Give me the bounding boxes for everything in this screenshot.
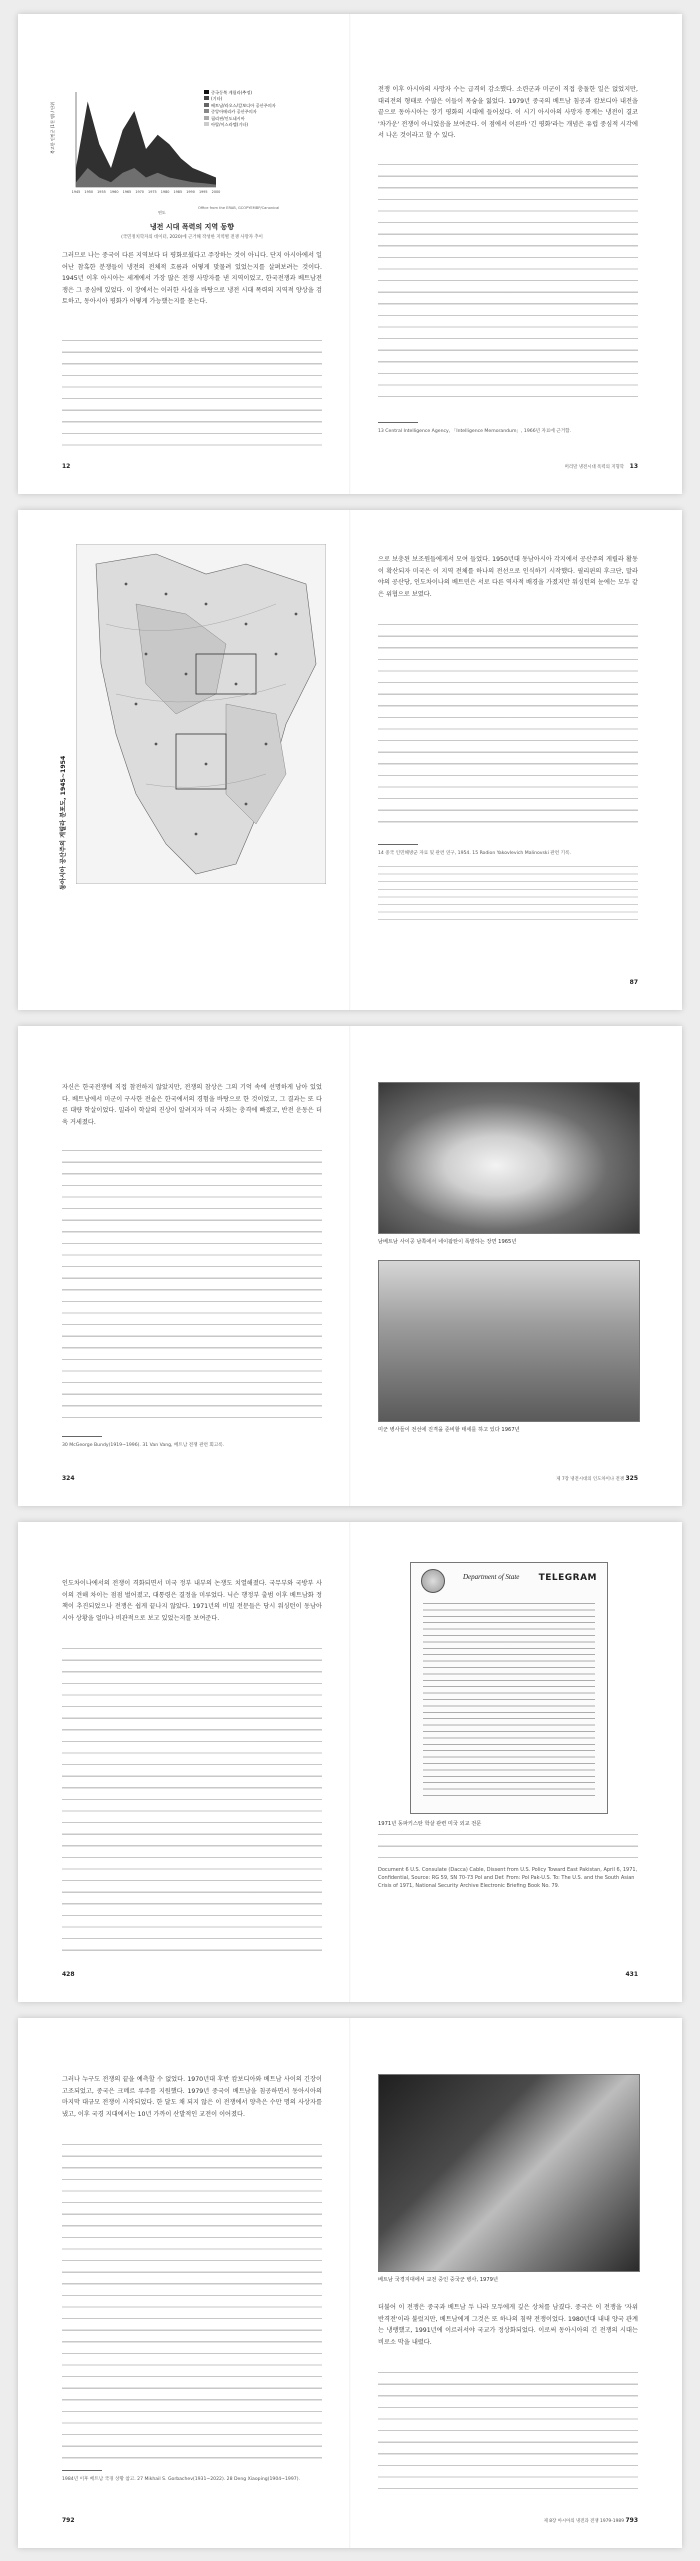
running-head: 제 7장 냉전시대의 인도차이나 전쟁 bbox=[556, 1477, 624, 1482]
page-number: 324 bbox=[62, 1475, 75, 1482]
page-325 bbox=[350, 1026, 682, 1506]
page-number: 325 bbox=[625, 1475, 638, 1482]
x-tick-label: 2000 bbox=[211, 190, 221, 194]
photo-caption: 미군 병사들이 전선에 진격을 준비할 태세를 하고 있다 1967년 bbox=[378, 1427, 520, 1433]
legend-item: (기타) bbox=[204, 96, 322, 102]
text-lines bbox=[62, 1150, 322, 1426]
soldier-photo bbox=[378, 2074, 640, 2272]
body-text: 더불어 이 전쟁은 중국과 베트남 두 나라 모두에게 깊은 상처를 남겼다. 중국은 이 전쟁을 '자위 반격전'이라 불렀지만, 베트남에게 그것은 또 하나의 침략 전쟁이었다. 1980년대 내내 양국 관계는 냉랭했고, 1991년에 이르러서야 국교가 정상화되었다. 이로써 동아시아의 긴 전쟁의 시대는 비로소 막을 내렸다. bbox=[378, 2304, 638, 2346]
x-tick-label: 1955 bbox=[97, 190, 106, 194]
section-title: 냉전 시대 폭력의 지역 동향 bbox=[149, 223, 235, 231]
footnote: 30 McGeorge Bundy(1919~1996). 31 Van Vang, 베트남 전쟁 관련 회고록. bbox=[62, 1443, 225, 1448]
page-428 bbox=[18, 1522, 350, 2002]
section-subtitle: (국민정치학자의 데이터, 2020)에 근거해 작성한 지역별 전쟁 사망자 추이 bbox=[121, 235, 263, 240]
napalm-photo bbox=[378, 1082, 640, 1234]
x-tick-label: 1965 bbox=[122, 190, 132, 194]
footnote-rule bbox=[378, 844, 418, 845]
running-head: 제 8장 아시아의 냉전과 전쟁 1979-1989 bbox=[543, 2519, 624, 2524]
spread-2 bbox=[18, 510, 682, 1010]
document-caption: 1971년 동파키스탄 학살 관련 미국 외교 전문 bbox=[378, 1821, 482, 1827]
body-text: 그러므로 나는 중국이 다른 지역보다 더 평화로웠다고 주장하는 것이 아니다. 단지 아시아에서 일어난 참혹한 분쟁들이 냉전의 전체적 흐름과 어떻게 맞물려 있었는지를 살펴보려는 것이다. 1945년 이후 아시아는 세계에서 가장 많은 전쟁 사망자를 낸 지역이었고, 한국전쟁과 베트남전쟁은 그 중심에 있었다. 이 장에서는 이러한 사실을 바탕으로 냉전 시대 폭력의 지역적 양상을 검토하고, 동아시아 평화가 어떻게 가능했는지를 묻는다. bbox=[62, 252, 322, 306]
spread-3 bbox=[18, 1026, 682, 1506]
soldiers-photo bbox=[378, 1260, 640, 1422]
x-tick-label: 1960 bbox=[109, 190, 119, 194]
legend-item: 아랍/이스라엘(기타) bbox=[204, 122, 322, 128]
running-head: 머리말 냉전시대 폭력의 지형학 bbox=[564, 465, 624, 470]
telegram-title: TELEGRAM bbox=[538, 1573, 597, 1583]
photo-caption: 베트남 국경지대에서 교전 중인 중국군 병사, 1979년 bbox=[378, 2277, 498, 2283]
x-tick-label: 1945 bbox=[71, 190, 81, 194]
legend-item: 중앙아메리카 공산주의자 bbox=[204, 109, 322, 115]
page-number: 792 bbox=[62, 2517, 75, 2524]
page-number: 13 bbox=[629, 463, 638, 470]
telegram-body bbox=[423, 1603, 595, 1799]
source-note: Document 6 U.S. Consulate (Dacca) Cable, Dissent from U.S. Policy Toward East Pakistan, April 6, 1971, Confidential, Source: RG 59, SN 70-73 Pol and Def. From: Pol Pak-U.S. To: The U.S. and the South Asian Crisis of 1971, National Security Archive Electronic Briefing Book No. 79. bbox=[378, 1867, 638, 1889]
text-lines bbox=[378, 1834, 638, 1858]
x-tick-label: 1985 bbox=[173, 190, 183, 194]
x-tick-label: 1980 bbox=[160, 190, 170, 194]
body-text: 인도차이나에서의 전쟁이 격화되면서 미국 정부 내부의 논쟁도 치열해졌다. 국무부와 국방부 사이의 견해 차이는 점점 벌어졌고, 대통령은 결정을 미루었다. 닉슨 행정부 출범 이후 베트남화 정책이 추진되었으나 전쟁은 쉽게 끝나지 않았다. 1971년의 비밀 전문들은 당시 워싱턴이 동남아시아 상황을 얼마나 비관적으로 보고 있었는지를 보여준다. bbox=[62, 1580, 322, 1622]
page-number: 428 bbox=[62, 1971, 75, 1978]
text-lines bbox=[378, 2372, 638, 2492]
footnote: 14 중국 인민해방군 자료 및 관련 연구, 1954. 15 Rodion Yakovlevich Malinovski 관련 기록. bbox=[378, 851, 571, 856]
chart-legend bbox=[204, 90, 322, 128]
footnote-rule bbox=[62, 1436, 102, 1437]
page-324 bbox=[18, 1026, 350, 1506]
legend-item: 베트남/라오스/캄보디아 공산주의자 bbox=[204, 103, 322, 109]
footnote-rule bbox=[62, 2470, 102, 2471]
spread-1 bbox=[18, 14, 682, 494]
footnote-rule bbox=[378, 422, 418, 423]
spread-4 bbox=[18, 1522, 682, 2002]
spread-5 bbox=[18, 2018, 682, 2548]
body-text: 자신은 한국전쟁에 직접 참전하지 않았지만, 전쟁의 참상은 그의 기억 속에 선명하게 남아 있었다. 베트남에서 미군이 구사한 전술은 한국에서의 경험을 바탕으로 한 것이었고, 그 결과는 또 다른 대량 학살이었다. 밀라이 학살의 진상이 알려지자 미국 사회는 충격에 빠졌고, 반전 운동은 더욱 거세졌다. bbox=[62, 1084, 322, 1126]
text-lines bbox=[378, 624, 638, 824]
legend-item: 필리핀/인도네시아 bbox=[204, 116, 322, 122]
chart-ylabel: 북고한 인민군 (1천 명) / 단위 bbox=[50, 101, 55, 154]
page-13 bbox=[350, 14, 682, 494]
text-lines bbox=[378, 164, 638, 404]
page-number: 12 bbox=[62, 463, 71, 470]
text-lines bbox=[62, 1648, 322, 1952]
body-text: 으로 보충된 보조원들에게서 모여 들었다. 1950년대 동남아시아 각지에서 공산주의 게릴라 활동이 확산되자 미국은 이 지역 전체를 하나의 전선으로 인식하기 시작했다. 필리핀의 후크단, 말라야의 공산당, 인도차이나의 베트민은 서로 다른 역사적 배경을 가졌지만 워싱턴의 눈에는 모두 같은 위협으로 보였다. bbox=[378, 556, 638, 598]
telegram-document bbox=[410, 1562, 608, 1814]
footnote: 13 Central Intelligence Agency, 「Intelligence Memorandum」, 1966년 자료에 근거함. bbox=[378, 429, 572, 434]
chart-xlabel: 연도 bbox=[158, 210, 166, 215]
page-792 bbox=[18, 2018, 350, 2548]
page-431 bbox=[350, 1522, 682, 2002]
page-number: 87 bbox=[629, 979, 638, 986]
x-tick-label: 1970 bbox=[135, 190, 144, 194]
x-tick-label: 1990 bbox=[186, 190, 195, 194]
page-86 bbox=[18, 510, 350, 1010]
body-text: 그러나 누구도 전쟁의 끝을 예측할 수 없었다. 1970년대 후반 캄보디아와 베트남 사이의 긴장이 고조되었고, 중국은 크메르 루주를 지원했다. 1979년 중국이 베트남을 침공하면서 동아시아의 마지막 대규모 전쟁이 시작되었다. 한 달도 채 되지 않은 이 전쟁에서 양측은 수만 명의 사상자를 냈고, 이후 국경 지대에서는 10년 가까이 산발적인 교전이 이어졌다. bbox=[62, 2076, 322, 2118]
x-tick-label: 1995 bbox=[198, 190, 208, 194]
text-lines bbox=[62, 2144, 322, 2460]
legend-item: 중국동북 게릴라(추정) bbox=[204, 90, 322, 96]
footnote: 1984년 이후 베트남 국경 상황 참고. 27 Mikhail S. Gorbachev(1931~2022). 28 Deng Xiaoping(1904~1997). bbox=[62, 2477, 300, 2482]
guerrilla-map bbox=[76, 544, 326, 884]
page-793 bbox=[350, 2018, 682, 2548]
body-text: 전쟁 이후 아시아의 사망자 수는 급격히 감소했다. 소련군과 미군이 직접 충돌한 일은 없었지만, 대리전의 형태로 수많은 이들이 목숨을 잃었다. 1979년 중국의 베트남 침공과 캄보디아 내전을 끝으로 동아시아는 장기 평화의 시대에 들어섰다. 이 시기 아시아의 사망자 통계는 냉전이 결코 '차가운' 전쟁이 아니었음을 보여준다. 이 점에서 이른바 '긴 평화'라는 개념은 유럽 중심적 시각에서 나온 것이라고 할 수 있다. bbox=[378, 86, 638, 140]
seal-icon bbox=[421, 1569, 445, 1593]
page-12 bbox=[18, 14, 350, 494]
map-title: 동아시아 공산주의 게릴라 분포도, 1945~1954 bbox=[60, 755, 67, 890]
page-number: 431 bbox=[625, 1971, 638, 1978]
text-lines bbox=[62, 340, 322, 450]
x-tick-label: 1975 bbox=[148, 190, 157, 194]
telegram-header: Department of State bbox=[463, 1573, 520, 1581]
page-87 bbox=[350, 510, 682, 1010]
footnote-lines bbox=[378, 866, 638, 926]
photo-caption: 남베트남 사이공 남쪽에서 네이팜탄이 폭발하는 장면 1965년 bbox=[378, 1239, 517, 1245]
page-number: 793 bbox=[625, 2517, 638, 2524]
chart-source: Office from the ERAB, GCOPYEMBP/Canonical bbox=[198, 206, 280, 210]
x-tick-label: 1950 bbox=[84, 190, 94, 194]
